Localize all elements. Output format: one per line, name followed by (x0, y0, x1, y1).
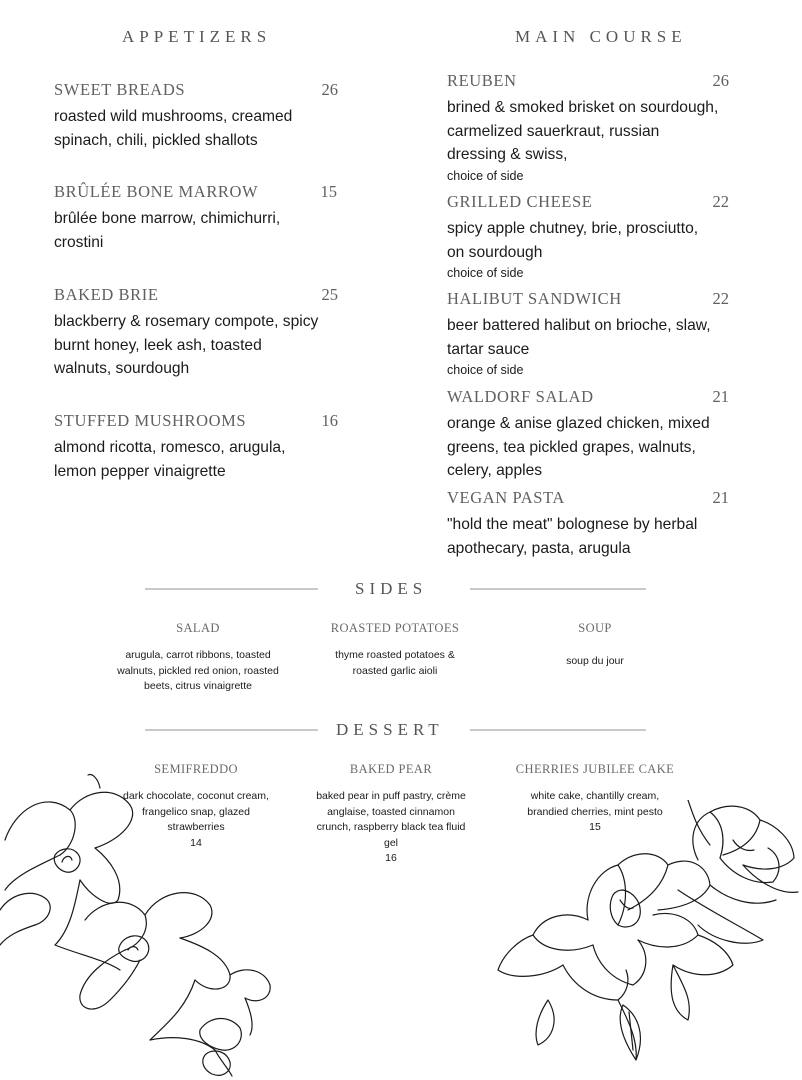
item-note: choice of side (447, 168, 524, 183)
item-description: beer battered halibut on brioche, slaw, tartar sauce (447, 317, 711, 358)
item-name: HALIBUT SANDWICH (447, 289, 622, 308)
item-description: blackberry & rosemary compote, spicy burnt honey, leek ash, toasted walnuts, sourdough (54, 313, 319, 377)
item-name: SWEET BREADS (54, 80, 186, 99)
item-note: choice of side (447, 266, 524, 280)
item-name: GRILLED CHEESE (447, 192, 593, 211)
item-name: REUBEN (447, 71, 517, 90)
main-item (447, 289, 729, 379)
item-name: CHERRIES JUBILEE CAKE (515, 762, 675, 776)
sides-heading: SIDES (355, 579, 428, 598)
item-price: 22 (712, 289, 729, 308)
dessert-item (505, 762, 685, 835)
item-price: 16 (321, 411, 338, 430)
side-item (313, 621, 477, 679)
side-item (113, 621, 283, 695)
dessert-heading: DESSERT (336, 720, 444, 739)
item-name: BRÛLÉE BONE MARROW (54, 182, 259, 201)
item-name: SOUP (578, 621, 612, 635)
main-course-heading: MAIN COURSE (515, 27, 687, 46)
item-description: white cake, chantilly cream, brandied cherries, mint pesto (527, 790, 663, 818)
item-description: dark chocolate, coconut cream, frangelico snap, glazed strawberries (123, 790, 269, 833)
item-price: 22 (712, 192, 729, 211)
item-description: arugula, carrot ribbons, toasted walnuts, pickled red onion, roasted beets, citrus vinaigrette (117, 649, 279, 692)
item-name: BAKED BRIE (54, 285, 159, 304)
item-name: WALDORF SALAD (447, 387, 594, 406)
item-price: 16 (385, 852, 397, 864)
dessert-divider-right (470, 729, 646, 731)
appetizer-item (54, 285, 338, 381)
appetizer-item (54, 80, 338, 152)
item-price: 25 (321, 285, 338, 304)
item-price: 15 (589, 821, 601, 833)
item-description: baked pear in puff pastry, crème anglaise, toasted cinnamon crunch, raspberry black tea fluid gel (316, 790, 466, 849)
main-item (447, 387, 729, 483)
item-price: 21 (712, 488, 729, 507)
item-price: 15 (320, 182, 337, 201)
main-item (447, 71, 729, 185)
item-description: "hold the meat" bolognese by herbal apothecary, pasta, arugula (447, 516, 698, 557)
item-description: brûlée bone marrow, chimichurri, crostini (54, 210, 281, 251)
magnolia-illustration-icon (488, 800, 802, 1080)
item-description: roasted wild mushrooms, creamed spinach, chili, pickled shallots (54, 108, 293, 149)
item-price: 26 (321, 80, 338, 99)
sides-divider-right (470, 588, 646, 590)
dessert-item (306, 762, 476, 866)
appetizer-item (54, 411, 338, 483)
item-description: soup du jour (566, 655, 624, 667)
item-description: spicy apple chutney, brie, prosciutto, on sourdough (447, 220, 699, 261)
item-description: brined & smoked brisket on sourdough, carmelized sauerkraut, russian dressing & swiss, (447, 99, 719, 163)
item-name: VEGAN PASTA (447, 488, 565, 507)
main-item (447, 488, 729, 560)
sides-divider-left (145, 588, 318, 590)
item-price: 14 (190, 836, 202, 849)
appetizer-item (54, 182, 338, 254)
dessert-divider-left (145, 729, 318, 731)
item-note: choice of side (447, 363, 524, 377)
item-name: STUFFED MUSHROOMS (54, 411, 247, 430)
item-price: 21 (712, 387, 729, 406)
item-description: almond ricotta, romesco, arugula, lemon pepper vinaigrette (54, 439, 286, 480)
appetizers-heading: APPETIZERS (122, 27, 272, 46)
item-name: SALAD (176, 621, 220, 635)
item-price: 26 (712, 71, 729, 90)
side-item (520, 621, 670, 670)
item-name: ROASTED POTATOES (330, 621, 460, 635)
item-name: SEMIFREDDO (154, 762, 238, 776)
item-description: orange & anise glazed chicken, mixed greens, tea pickled grapes, walnuts, celery, apples (447, 415, 710, 479)
main-item (447, 192, 729, 282)
item-name: BAKED PEAR (349, 762, 433, 776)
item-description: thyme roasted potatoes & roasted garlic aioli (335, 649, 455, 677)
dessert-item (112, 762, 280, 851)
